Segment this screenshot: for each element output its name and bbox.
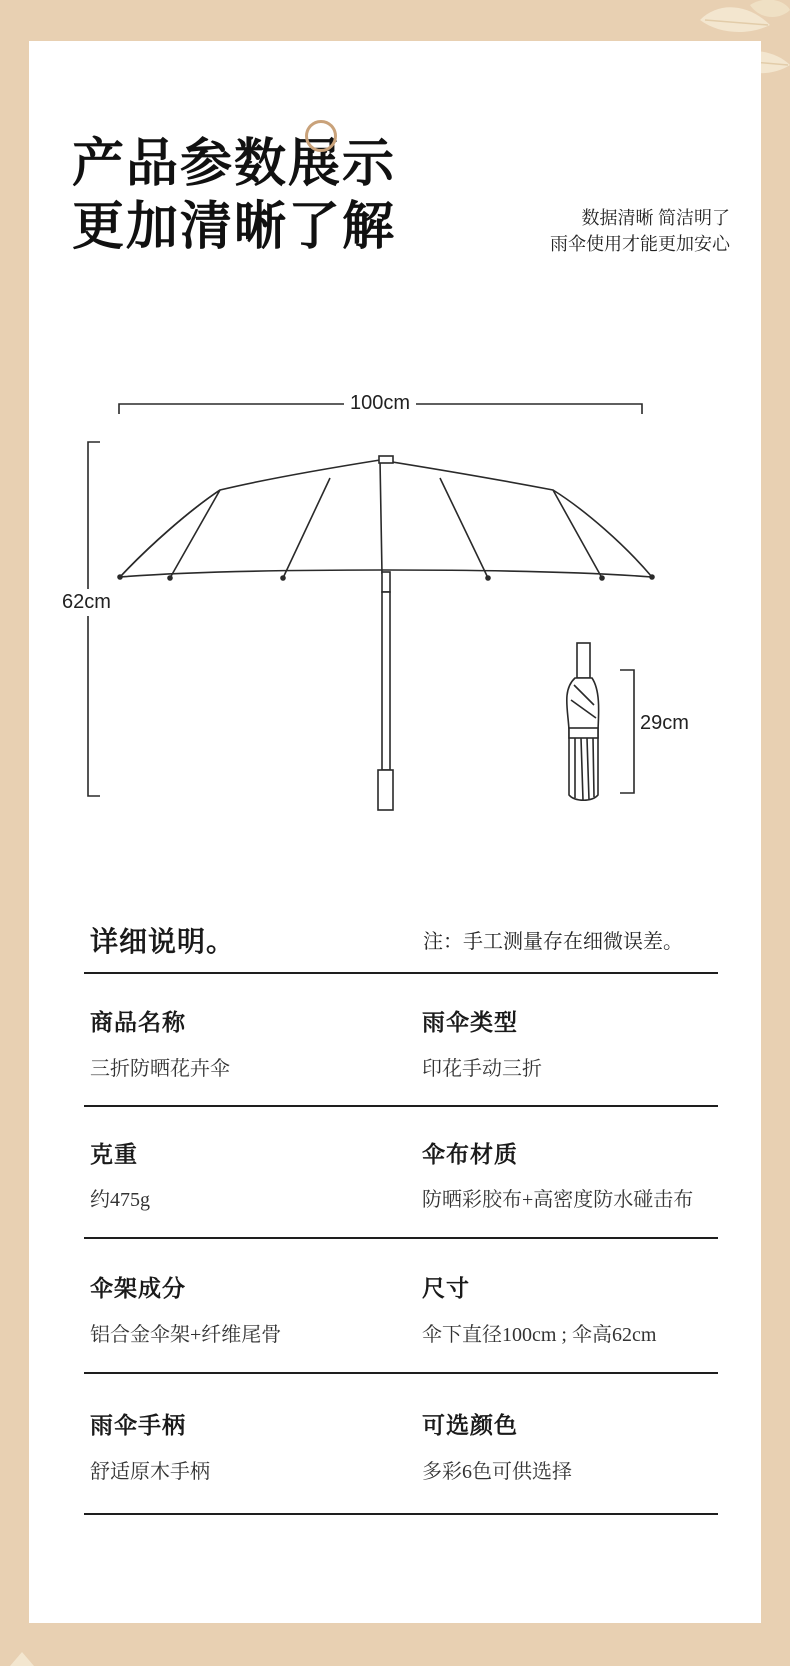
folded-dimension-line [620, 670, 634, 793]
divider [84, 1105, 718, 1107]
divider [84, 1513, 718, 1515]
spec-label: 可选颜色 [422, 1413, 518, 1438]
spec-value: 三折防晒花卉伞 [90, 1058, 230, 1080]
spec-label: 雨伞类型 [422, 1010, 518, 1035]
spec-label: 伞架成分 [90, 1276, 186, 1301]
measurement-note: 注：手工测量存在细微误差。 [423, 931, 683, 953]
spec-value: 伞下直径100cm ; 伞高62cm [422, 1324, 657, 1346]
divider [84, 1237, 718, 1239]
height-label: 62cm [62, 589, 111, 616]
spec-label: 尺寸 [422, 1276, 470, 1301]
tagline-line-1: 数据清晰 简洁明了 [581, 208, 730, 228]
spec-label: 商品名称 [90, 1010, 186, 1035]
title-line-2: 更加清晰了解 [72, 196, 397, 257]
spec-label: 克重 [90, 1142, 138, 1167]
folded-umbrella-icon [567, 643, 599, 800]
leaf-corner-icon [10, 1648, 40, 1666]
tagline-line-2: 雨伞使用才能更加安心 [550, 234, 730, 254]
spec-value: 约475g [90, 1189, 150, 1211]
folded-height-label: 29cm [640, 712, 689, 734]
spec-value: 舒适原木手柄 [90, 1461, 210, 1483]
spec-label: 伞布材质 [422, 1142, 518, 1167]
divider [84, 972, 718, 974]
spec-value: 铝合金伞架+纤维尾骨 [90, 1324, 282, 1346]
title-line-1: 产品参数展示 [72, 133, 397, 194]
spec-value: 印花手动三折 [422, 1058, 542, 1080]
divider [84, 1372, 718, 1374]
width-label: 100cm [344, 392, 416, 415]
height-dimension-line [88, 442, 100, 796]
spec-value: 防晒彩胶布+高密度防水碰击布 [422, 1189, 694, 1211]
spec-value: 多彩6色可供选择 [422, 1461, 572, 1483]
spec-label: 雨伞手柄 [90, 1413, 186, 1438]
details-heading: 详细说明。 [90, 927, 236, 958]
